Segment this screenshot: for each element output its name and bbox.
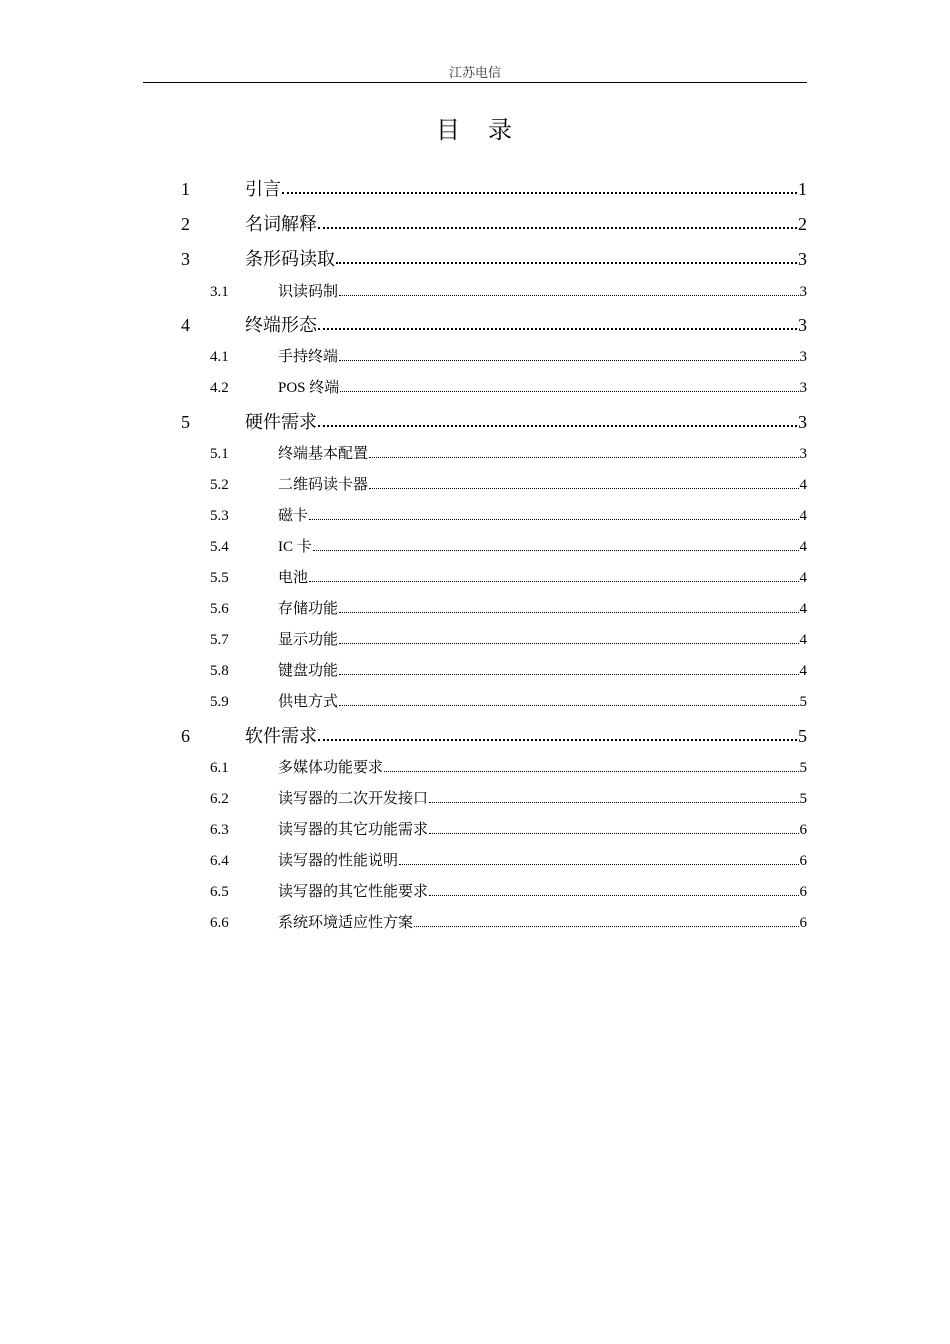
toc-entry-number: 3.1: [210, 284, 229, 300]
toc-entry-label: 读写器的其它性能要求: [278, 884, 429, 900]
toc-entry[interactable]: [210, 566, 807, 586]
toc-entry-number: 5.1: [210, 446, 229, 462]
toc-entry-page: 6: [799, 853, 807, 869]
toc-entry[interactable]: [210, 535, 807, 555]
toc-leader-dots: [369, 442, 798, 462]
toc-entry-number: 5.2: [210, 477, 229, 493]
toc-entry[interactable]: [181, 245, 807, 269]
toc-entry-number: 5.4: [210, 539, 229, 555]
toc-leader-dots: [313, 535, 799, 555]
toc-title-part1: 目: [436, 118, 462, 144]
toc-entry[interactable]: [210, 818, 807, 838]
toc-entry-page: 3: [799, 446, 807, 462]
toc-entry[interactable]: [210, 345, 807, 365]
page-header: 江苏电信: [143, 64, 807, 83]
toc-leader-dots: [384, 756, 798, 776]
toc-entry[interactable]: [181, 210, 807, 234]
toc-entry-label: 磁卡: [278, 508, 309, 524]
toc-entry[interactable]: [210, 597, 807, 617]
toc-entry-number: 4: [181, 315, 190, 335]
toc-entry-page: 5: [799, 760, 807, 776]
toc-entry-label: 读写器的性能说明: [278, 853, 399, 869]
toc-leader-dots: [309, 566, 798, 586]
toc-leader-dots: [318, 210, 797, 234]
toc-entry[interactable]: [210, 849, 807, 869]
toc-entry[interactable]: [210, 756, 807, 776]
toc-title: [0, 115, 950, 147]
toc-entry-number: 5.9: [210, 694, 229, 710]
toc-entry[interactable]: [210, 911, 807, 931]
toc-entry[interactable]: [210, 473, 807, 493]
toc-entry-number: 6: [181, 726, 190, 746]
toc-entry-number: 5: [181, 412, 190, 432]
toc-leader-dots: [339, 659, 798, 679]
toc-entry-label: 电池: [278, 570, 309, 586]
toc-entry[interactable]: [210, 280, 807, 300]
toc-leader-dots: [399, 849, 798, 869]
toc-entry[interactable]: [210, 442, 807, 462]
toc-entry-number: 6.4: [210, 853, 229, 869]
toc-entry[interactable]: [210, 376, 807, 396]
toc-entry[interactable]: [181, 311, 807, 335]
toc-entry-page: 6: [799, 915, 807, 931]
toc-entry-label: 键盘功能: [278, 663, 339, 679]
toc-entry[interactable]: [210, 628, 807, 648]
toc-leader-dots: [429, 787, 798, 807]
toc-entry-page: 4: [799, 601, 807, 617]
toc-entry-label: 终端基本配置: [278, 446, 369, 462]
toc-leader-dots: [318, 722, 797, 746]
toc-entry-page: 3: [799, 284, 807, 300]
toc-leader-dots: [282, 175, 797, 199]
toc-entry[interactable]: [210, 504, 807, 524]
toc-entry-page: 5: [798, 726, 807, 746]
toc-entry-page: 4: [799, 663, 807, 679]
toc-leader-dots: [339, 345, 798, 365]
toc-entry-label: 引言: [245, 179, 281, 199]
toc-leader-dots: [429, 880, 798, 900]
toc-entry-label: 存储功能: [278, 601, 339, 617]
toc-entry-label: 软件需求: [245, 726, 317, 746]
toc-leader-dots: [318, 408, 797, 432]
toc-entry-page: 3: [798, 412, 807, 432]
toc-entry[interactable]: [210, 787, 807, 807]
toc-entry-page: 4: [799, 570, 807, 586]
toc-entry-page: 1: [798, 179, 807, 199]
toc-title-part2: 录: [488, 118, 514, 144]
toc-entry-page: 4: [799, 632, 807, 648]
toc-entry-page: 3: [798, 249, 807, 269]
toc-entry-number: 6.5: [210, 884, 229, 900]
toc-entry-number: 5.7: [210, 632, 229, 648]
toc-entry-label: 手持终端: [278, 349, 339, 365]
toc-entry[interactable]: [181, 175, 807, 199]
toc-entry-page: 4: [799, 477, 807, 493]
toc-entry-page: 4: [799, 539, 807, 555]
toc-entry-label: 系统环境适应性方案: [278, 915, 414, 931]
toc-entry-label: 二维码读卡器: [278, 477, 369, 493]
toc-entry-number: 4.1: [210, 349, 229, 365]
toc-entry-number: 6.1: [210, 760, 229, 776]
toc-leader-dots: [339, 280, 798, 300]
toc-entry-label: POS 终端: [278, 380, 340, 396]
toc-entry-number: 5.6: [210, 601, 229, 617]
toc-entry-label: 供电方式: [278, 694, 339, 710]
toc-entry-label: 多媒体功能要求: [278, 760, 384, 776]
toc-entry-number: 2: [181, 214, 190, 234]
toc-entry-label: 显示功能: [278, 632, 339, 648]
toc-entry-number: 6.3: [210, 822, 229, 838]
toc-entry-page: 6: [799, 822, 807, 838]
toc-entry-page: 3: [798, 315, 807, 335]
toc-leader-dots: [369, 473, 798, 493]
toc-entry-number: 3: [181, 249, 190, 269]
toc-leader-dots: [318, 311, 797, 335]
toc-entry[interactable]: [181, 722, 807, 746]
toc-entry[interactable]: [210, 880, 807, 900]
toc-entry-number: 5.8: [210, 663, 229, 679]
toc-leader-dots: [309, 504, 798, 524]
toc-entry-page: 6: [799, 884, 807, 900]
toc-entry[interactable]: [210, 690, 807, 710]
toc-entry-page: 5: [799, 694, 807, 710]
toc-leader-dots: [340, 376, 798, 396]
toc-entry-number: 6.6: [210, 915, 229, 931]
toc-entry-label: 名词解释: [245, 214, 317, 234]
toc-entry[interactable]: [210, 659, 807, 679]
toc-entry-label: IC 卡: [278, 539, 312, 555]
toc-entry-page: 5: [799, 791, 807, 807]
toc-entry-label: 硬件需求: [245, 412, 317, 432]
toc-entry-number: 4.2: [210, 380, 229, 396]
toc-entry-number: 5.5: [210, 570, 229, 586]
toc-entry-page: 2: [798, 214, 807, 234]
toc-leader-dots: [339, 690, 798, 710]
toc-entry-label: 读写器的其它功能需求: [278, 822, 429, 838]
toc-entry-label: 终端形态: [245, 315, 317, 335]
toc-leader-dots: [429, 818, 798, 838]
toc-entry-label: 读写器的二次开发接口: [278, 791, 429, 807]
toc-entry-label: 识读码制: [278, 284, 339, 300]
toc-entry-number: 1: [181, 179, 190, 199]
toc-entry-number: 5.3: [210, 508, 229, 524]
toc-leader-dots: [414, 911, 798, 931]
toc-entry-page: 3: [799, 380, 807, 396]
toc-entry-page: 4: [799, 508, 807, 524]
toc-leader-dots: [336, 245, 797, 269]
toc-leader-dots: [339, 628, 798, 648]
toc-entry-label: 条形码读取: [245, 249, 335, 269]
toc-leader-dots: [339, 597, 798, 617]
toc-entry-page: 3: [799, 349, 807, 365]
toc-entry[interactable]: [181, 408, 807, 432]
toc-entry-number: 6.2: [210, 791, 229, 807]
